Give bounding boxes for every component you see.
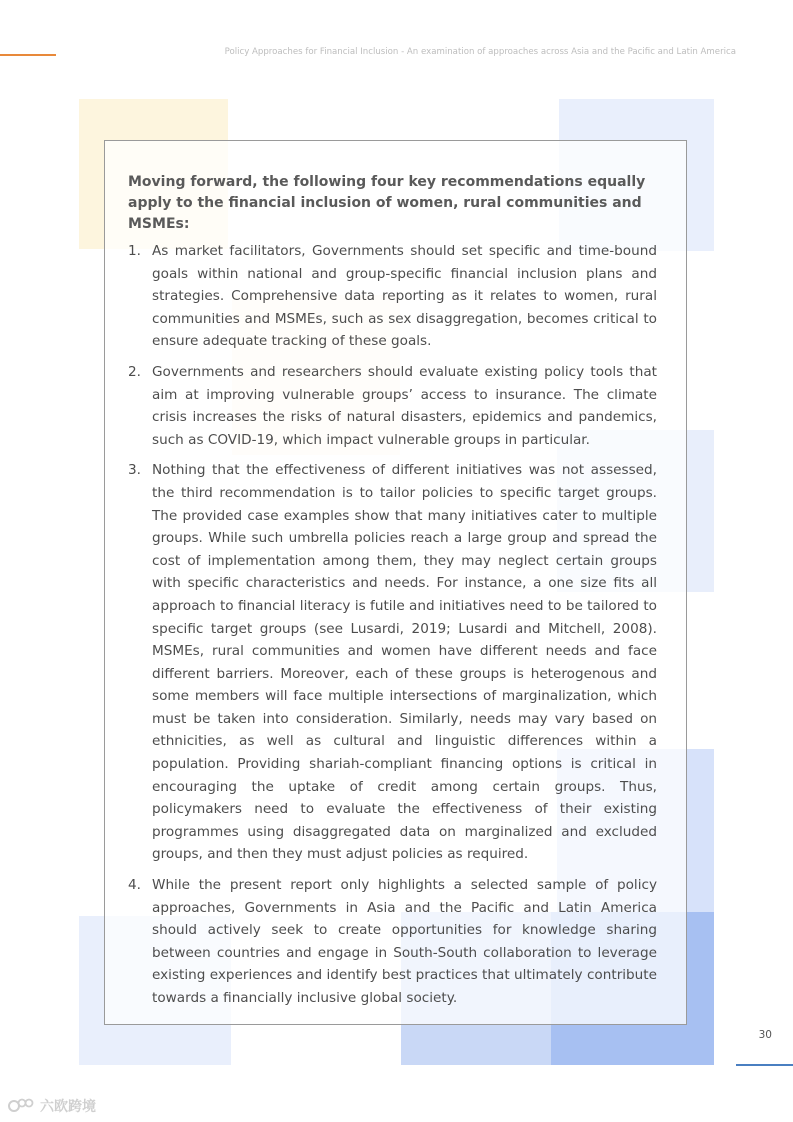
footer-accent-line xyxy=(736,1064,793,1066)
recommendation-item xyxy=(128,459,657,866)
watermark-logo-icon xyxy=(8,1098,34,1114)
page-number: 30 xyxy=(758,1029,772,1041)
recommendation-number: 4. xyxy=(128,877,141,894)
recommendation-text: Governments and researchers should evaluate existing policy tools that aim at improving vulnerable groups’ access to insurance. The climate crisis increases the risks of natural disasters, epidemics and pandemics, such as COVID-19, which impact vulnerable groups in particular. xyxy=(152,363,657,448)
recommendation-item xyxy=(128,361,657,451)
panel-content xyxy=(128,172,657,1018)
watermark-text: 六欧跨境 xyxy=(40,1099,96,1115)
header-accent-line xyxy=(0,54,56,56)
recommendation-text: Nothing that the effectiveness of different initiatives was not assessed, the third recommendation is to tailor policies to specific target groups. The provided case examples show that many initiatives cater to multiple groups. While such umbrella policies reach a large group and spread the cost of implementation among them, they may neglect certain groups with specific characteristics and needs. For instance, a one size fits all approach to financial literacy is futile and initiatives need to be tailored to specific target groups (see Lusardi, 2019; Lusardi and Mitchell, 2008). MSMEs, rural communities and women have different needs and face different barriers. Moreover, each of these groups is heterogenous and some members will face multiple intersections of marginalization, which must be taken into consideration. Similarly, needs may vary based on ethnicities, as well as cultural and linguistic differences within a population. Providing shariah-compliant financing options is critical in encouraging the uptake of credit among certain groups. Thus, policymakers need to evaluate the effectiveness of their existing programmes using disaggregated data on marginalized and excluded groups, and then they must adjust policies as required. xyxy=(152,462,657,863)
recommendation-number: 1. xyxy=(128,243,141,259)
recommendation-number: 2. xyxy=(128,363,141,380)
recommendation-number: 3. xyxy=(128,462,141,479)
recommendation-text: As market facilitators, Governments should set specific and time-bound goals within national and group-specific financial inclusion plans and strategies. Comprehensive data reporting as it relates to women, rural communities and MSMEs, such as sex disaggregation, becomes critical to ensure adequate tracking of these goals. xyxy=(152,243,657,350)
running-header: Policy Approaches for Financial Inclusion - An examination of approaches across Asia and the Pacific and Latin America xyxy=(224,47,736,57)
recommendation-text: While the present report only highlights a selected sample of policy approaches, Governments in Asia and the Pacific and Latin America should actively seek to create opportunities for knowledge sharing between countries and engage in South-South collaboration to leverage existing experiences and identify best practices that ultimately contribute towards a financially inclusive global society. xyxy=(152,877,657,1006)
recommendations-lead: Moving forward, the following four key recommendations equally apply to the financial inclusion of women, rural communities and MSMEs: xyxy=(128,174,646,232)
recommendations-list xyxy=(128,240,657,1010)
recommendation-item xyxy=(128,240,657,353)
watermark xyxy=(8,1095,96,1117)
recommendation-item xyxy=(128,874,657,1010)
